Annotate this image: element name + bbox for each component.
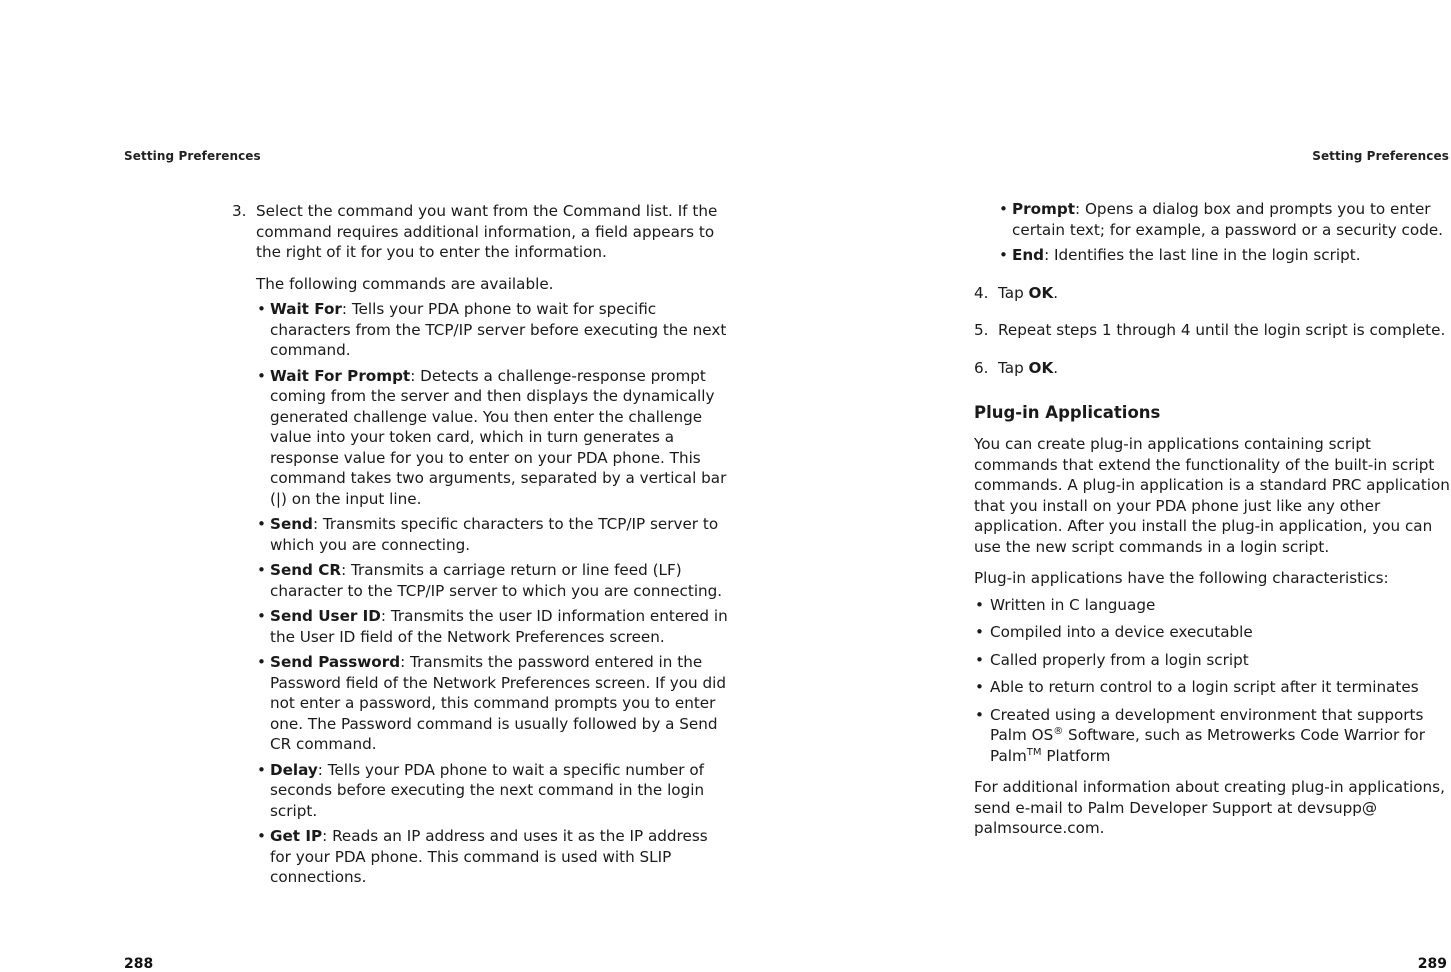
- command-separator: :: [400, 653, 411, 671]
- step-number: 4.: [974, 283, 989, 302]
- command-term: Send Password: [270, 653, 401, 671]
- command-desc: Tells your PDA phone to wait a specific number of seconds before executing the next command in the login script.: [270, 760, 705, 820]
- command-separator: :: [322, 827, 333, 845]
- step-text: Tap: [998, 283, 1029, 302]
- list-item: [974, 705, 1451, 767]
- section-paragraph: You can create plug-in applications containing script commands that extend the functionality of the built-in script commands. A plug-in application is a standard PRC application that you install on your PDA phone just like any other application. After you install the plug-in application, you can use the new script commands in a login script.: [974, 435, 1450, 556]
- closing-paragraph: For additional information about creating plug-in applications, send e-mail to Palm Developer Support at devsupp@ palmsource.com.: [974, 778, 1445, 837]
- command-item: [998, 245, 1451, 266]
- list-item: • Able to return control to a login script after it terminates: [974, 677, 1451, 698]
- command-separator: :: [341, 300, 352, 318]
- command-separator: :: [380, 607, 391, 625]
- command-term: Wait For: [270, 300, 342, 318]
- step-text: Tap: [998, 358, 1029, 377]
- command-desc: Transmits a carriage return or line feed (LF) character to the TCP/IP server to which you are connecting.: [270, 561, 723, 600]
- step-5: [974, 320, 1451, 341]
- section-title: Plug-in Applications: [974, 403, 1161, 422]
- characteristics-intro: Plug-in applications have the following characteristics:: [974, 569, 1389, 587]
- command-item: [998, 199, 1451, 240]
- step-body: [998, 358, 1451, 379]
- step-body: [998, 320, 1451, 341]
- command-desc: Detects a challenge-response prompt coming from the server and then displays the dynamically generated challenge value. You then enter the challenge value into your token card, which in turn generates a response value for you to enter on your PDA phone. This command takes two arguments, separated by a vertical bar (|) on the input line.: [270, 366, 727, 508]
- step-body: [256, 201, 732, 893]
- commands-list: [256, 299, 732, 888]
- commands-intro: The following commands are available.: [256, 274, 554, 293]
- step-text: Select the command you want from the Command list. If the command requires additional information, a field appears to the right of it for you to enter the information.: [256, 202, 718, 261]
- step-number: 6.: [974, 358, 989, 377]
- list-item: • Written in C language: [974, 595, 1451, 616]
- command-term: Prompt: [1012, 200, 1076, 218]
- command-term: Send: [270, 515, 313, 533]
- command-desc: Transmits the user ID information entered in the User ID field of the Network Preferences screen.: [270, 607, 728, 646]
- list-item-text: Platform: [1041, 746, 1111, 765]
- command-item: [256, 514, 732, 555]
- command-separator: :: [1044, 246, 1055, 264]
- command-item: [256, 606, 732, 647]
- command-desc: Tells your PDA phone to wait for specific characters from the TCP/IP server before executing the next command.: [270, 300, 727, 359]
- list-item: • Called properly from a login script: [974, 650, 1451, 671]
- trademark-mark: TM: [1026, 746, 1042, 758]
- step-text-end: .: [1053, 283, 1059, 302]
- command-item: [256, 366, 732, 510]
- command-item: [256, 826, 732, 888]
- continued-commands-list: [998, 199, 1451, 266]
- ok-label: OK: [1028, 358, 1054, 377]
- ok-label: OK: [1028, 283, 1054, 302]
- command-separator: :: [410, 366, 421, 385]
- command-term: End: [1012, 246, 1045, 264]
- step-text-end: .: [1053, 358, 1059, 377]
- command-desc: Transmits specific characters to the TCP/IP server to which you are connecting.: [270, 515, 719, 554]
- list-item-text: Created using a development environment that supports Palm OS: [990, 705, 1424, 744]
- command-term: Send CR: [270, 561, 342, 579]
- step-number: 5.: [974, 321, 989, 339]
- page-number-left: 288: [124, 956, 154, 972]
- left-page-content: [232, 201, 732, 893]
- command-separator: :: [317, 760, 328, 779]
- step-text: Repeat steps 1 through 4 until the login script is complete.: [998, 321, 1446, 339]
- step-number: 3.: [232, 202, 247, 220]
- command-desc: Opens a dialog box and prompts you to enter certain text; for example, a password or a security code.: [1012, 200, 1444, 239]
- command-item: [256, 652, 732, 755]
- command-separator: :: [341, 561, 352, 579]
- command-desc: Transmits the password entered in the Password field of the Network Preferences screen. If you did not enter a password, this command prompts you to enter one. The Password command is usually followed by a Send CR command.: [270, 653, 727, 753]
- command-separator: :: [1075, 200, 1085, 218]
- command-separator: :: [312, 515, 323, 533]
- command-term: Send User ID: [270, 607, 381, 625]
- registered-mark: ®: [1053, 725, 1064, 737]
- step-body: [998, 283, 1451, 304]
- running-head-right: Setting Preferences: [1312, 149, 1449, 163]
- list-item-text: Software, such as Metrowerks Code Warrior for Palm: [990, 726, 1425, 765]
- command-desc: Reads an IP address and uses it as the IP address for your PDA phone. This command is used with SLIP connections.: [270, 827, 708, 886]
- command-item: [256, 760, 732, 822]
- running-head-left: Setting Preferences: [124, 149, 261, 163]
- page-number-right: 289: [1417, 956, 1447, 972]
- command-item: [256, 299, 732, 361]
- command-desc: Identifies the last line in the login script.: [1054, 246, 1361, 264]
- list-item: • Compiled into a device executable: [974, 622, 1451, 643]
- right-page-content: [974, 199, 1451, 839]
- step-6: [974, 358, 1451, 379]
- step-3: [232, 201, 732, 893]
- command-term: Wait For Prompt: [270, 366, 411, 385]
- command-term: Get IP: [270, 827, 323, 845]
- command-term: Delay: [270, 760, 318, 779]
- command-item: [256, 560, 732, 601]
- characteristics-list: [974, 595, 1451, 767]
- step-4: [974, 283, 1451, 304]
